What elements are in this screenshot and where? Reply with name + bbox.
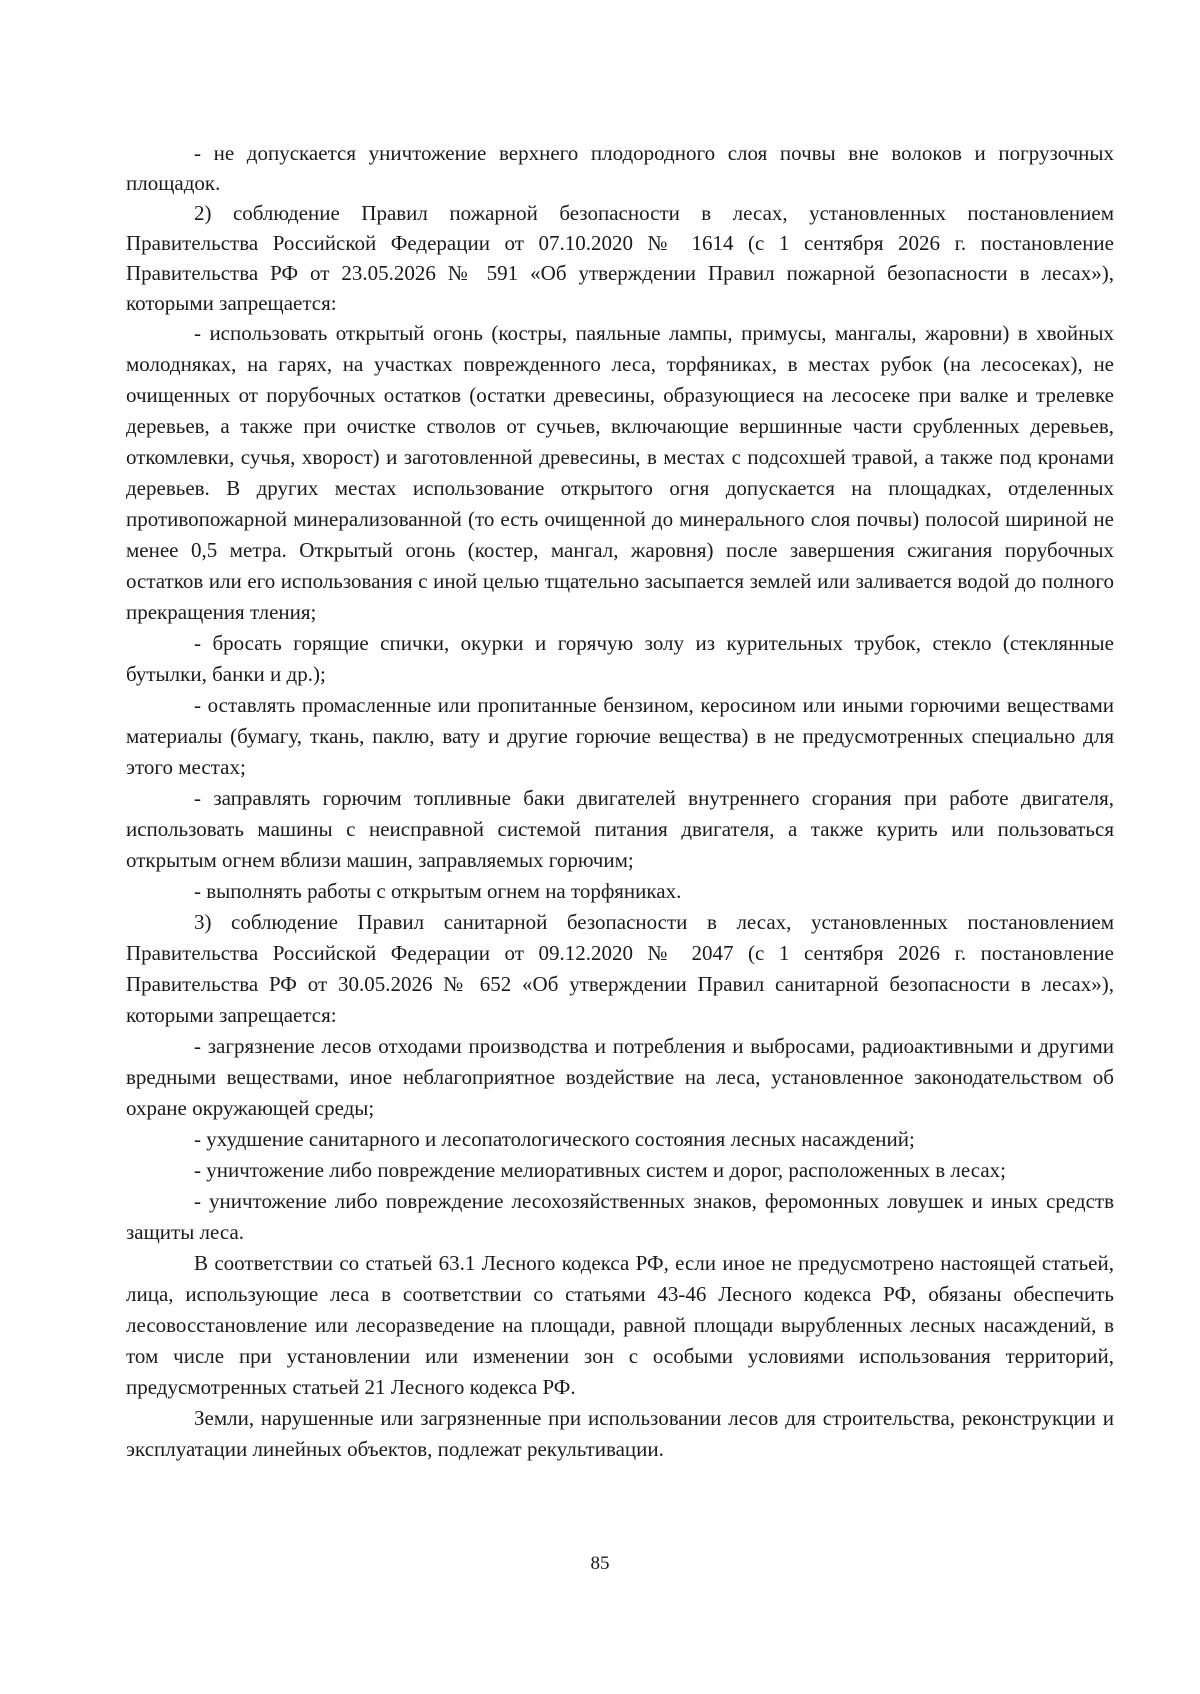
paragraph-forestry-signs-prohibition: - уничтожение либо повреждение лесохозяйственных знаков, феромонных ловушек и иных средств защиты леса. [126,1189,1114,1244]
paragraph-peatland-works-prohibition: - выполнять работы с открытым огнем на торфяниках. [194,879,682,903]
paragraph-sanitary-state-prohibition: - ухудшение санитарного и лесопатологического состояния лесных насаждений; [194,1127,915,1151]
paragraph-refueling-prohibition: - заправлять горючим топливные баки двигателей внутреннего сгорания при работе двигателя, использовать машины с неисправной системой питания двигателя, а также курить или пользоваться открытым огнем вблизи машин, заправляемых горючим; [126,786,1114,872]
paragraph-matches-prohibition: - бросать горящие спички, окурки и горячую золу из курительных трубок, стекло (стеклянные бутылки, банки и др.); [126,631,1114,686]
paragraph-open-fire-prohibition: - использовать открытый огонь (костры, паяльные лампы, примусы, мангалы, жаровни) в хвойных молодняках, на гарях, на участках поврежденного леса, торфяниках, в местах рубок (на лесосеках), не очищенных от порубочных остатков (остатки древесины, образующиеся на лесосеке при валке и трелевке деревьев, а также при очистке стволов от сучьев, включающие вершинные части срубленных деревьев, откомлевки, сучья, хворост) и заготовленной древесины, в местах с подсохшей травой, а также под кронами деревьев. В других местах использование открытого огня допускается на площадках, отделенных противопожарной минерализованной (то есть очищенной до минерального слоя почвы) полосой шириной не менее 0,5 метра. Открытый огонь (костер, мангал, жаровня) после завершения сжигания порубочных остатков или его использования с иной целью тщательно засыпается землей или заливается водой до полного прекращения тления; [126,321,1114,624]
paragraph-reforestation-obligation: В соответствии со статьей 63.1 Лесного кодекса РФ, если иное не предусмотрено настоящей статьей, лица, использующие леса в соответствии со статьями 43-46 Лесного кодекса РФ, обязаны обеспечить лесовосстановление или лесоразведение на площади, равной площади вырубленных лесных насаждений, в том числе при установлении или изменении зон с особыми условиями использования территорий, предусмотренных статьей 21 Лесного кодекса РФ. [126,1251,1114,1399]
page-number: 85 [590,1553,610,1574]
document-body [126,138,1114,1465]
paragraph-oiled-materials-prohibition: - оставлять промасленные или пропитанные бензином, керосином или иными горючими веществами материалы (бумагу, ткань, паклю, вату и другие горючие вещества) в не предусмотренных специально для этого местах; [126,693,1114,779]
paragraph-fire-safety-rules: 2) соблюдение Правил пожарной безопасности в лесах, установленных постановлением Правительства Российской Федерации от 07.10.2020 № 1614 (с 1 сентября 2026 г. постановление Правительства РФ от 23.05.2026 № 591 «Об утверждении Правил пожарной безопасности в лесах»), которыми запрещается: [126,201,1114,315]
paragraph-topsoil-prohibition: - не допускается уничтожение верхнего плодородного слоя почвы вне волоков и погрузочных площадок. [126,141,1114,195]
paragraph-melioration-systems-prohibition: - уничтожение либо повреждение мелиоративных систем и дорог, расположенных в лесах; [194,1158,1006,1182]
paragraph-land-recultivation: Земли, нарушенные или загрязненные при использовании лесов для строительства, реконструкции и эксплуатации линейных объектов, подлежат рекультивации. [126,1406,1114,1461]
paragraph-pollution-prohibition: - загрязнение лесов отходами производства и потребления и выбросами, радиоактивными и другими вредными веществами, иное неблагоприятное воздействие на леса, установленное законодательством об охране окружающей среды; [126,1034,1114,1120]
paragraph-sanitary-safety-rules: 3) соблюдение Правил санитарной безопасности в лесах, установленных постановлением Правительства Российской Федерации от 09.12.2020 № 2047 (с 1 сентября 2026 г. постановление Правительства РФ от 30.05.2026 № 652 «Об утверждении Правил санитарной безопасности в лесах»), которыми запрещается: [126,910,1114,1027]
